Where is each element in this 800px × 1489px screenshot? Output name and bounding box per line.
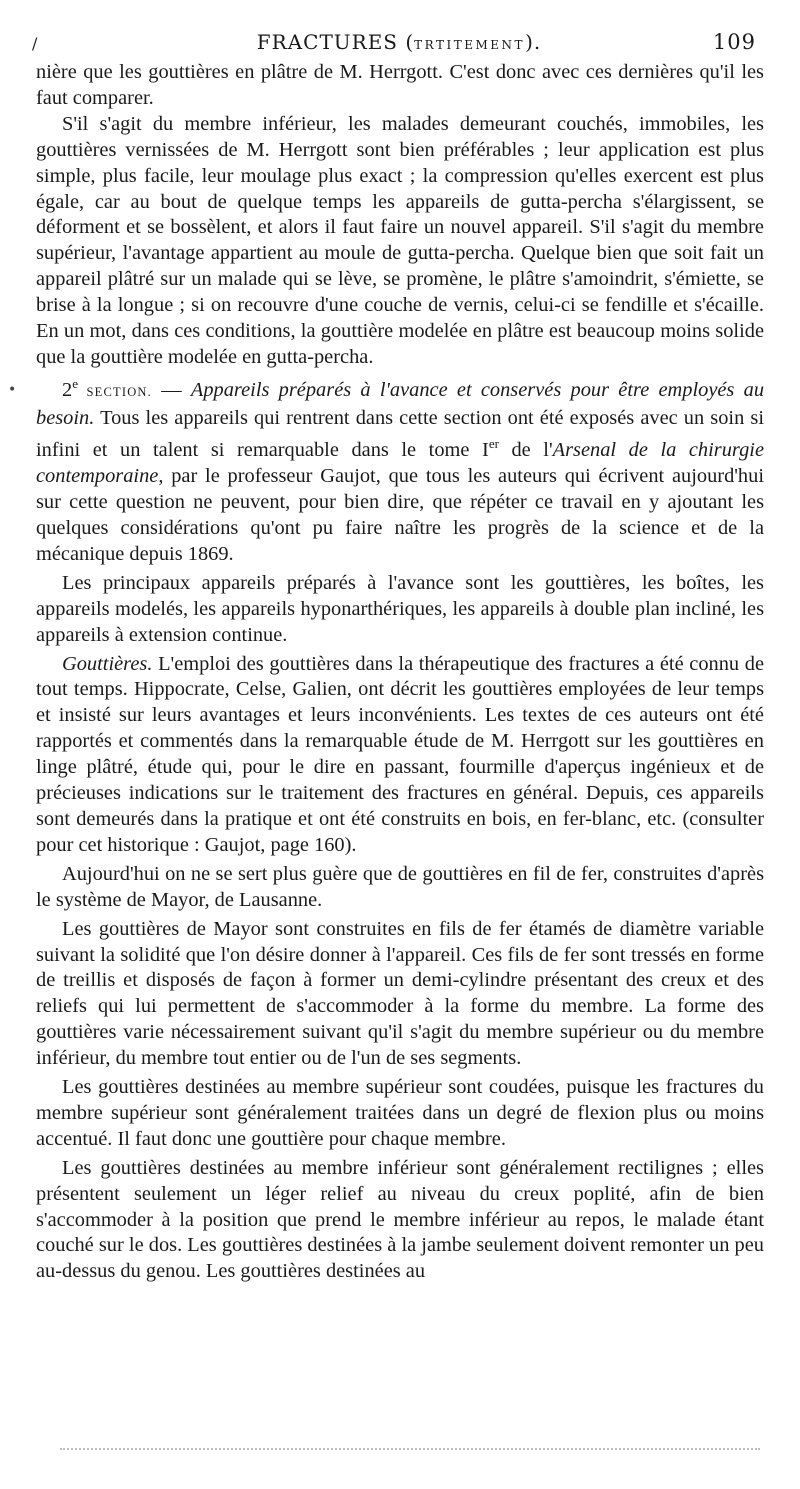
text-run: Les gouttières destinées au membre supérieur sont coudées, puisque les fractures du membre supérieur sont généralement traitées dans un degré de flexion plus ou moins accentué. Il faut donc une gouttière pour chaque membre.: [36, 1076, 764, 1150]
superscript: e: [72, 375, 78, 391]
body-text: [36, 60, 764, 1285]
footer-rule: [60, 1448, 760, 1450]
paragraph: [36, 371, 764, 568]
running-title-main: FRACTURES (: [256, 30, 415, 54]
running-title-end: ).: [525, 30, 542, 54]
text-run: de l': [498, 439, 553, 462]
text-run: S'il s'agit du membre inférieur, les malades demeurant couchés, immobiles, les gouttières vernissées de M. Herrgott sont bien préférables ; leur application est plus simple, plus facile, leur moulage plus exact ; la compression qu'elles exercent est plus égale, car au bout de quelque temps les appareils de gutta-percha s'élargissent, se déforment et se bossèlent, et alors il faut faire un nouvel appareil. S'il s'agit du membre supérieur, l'avantage appartient au moule de gutta-percha. Quelque bien que soit fait un appareil plâtré sur un malade qui se lève, se promène, le plâtre s'amoindrit, s'émiette, se brise à la longue ; si on recouvre d'une couche de vernis, celui-ci se fendille et s'écaille. En un mot, dans ces conditions, la gouttière modelée en plâtre est beaucoup moins solide que la gouttière modelée en gutta-percha.: [36, 112, 764, 368]
paragraph: [36, 1156, 764, 1286]
running-header: [28, 30, 770, 60]
margin-mark: /: [32, 34, 39, 53]
page-number: 109: [712, 30, 756, 54]
italic-text: Gouttières.: [62, 652, 153, 675]
paragraph: [36, 1075, 764, 1153]
text-run: Les principaux appareils préparés à l'avance sont les gouttières, les boîtes, les appareils modelés, les appareils hyponarthériques, les appareils à double plan incliné, les appareils à extension continue.: [36, 571, 764, 646]
paragraph: [36, 112, 764, 371]
text-run: Les gouttières de Mayor sont construites en fils de fer étamés de diamètre variable suivant la solidité que l'on désire donner à l'appareil. Ces fils de fer sont tressés en forme de treillis et disposés de façon à former un demi-cylindre présentant des creux et des reliefs qui lui permettent de s'accommoder à la forme du membre. La forme des gouttières varie nécessairement suivant qu'il s'agit du membre supérieur ou du membre inférieur, du membre tout entier ou de l'un de ses segments.: [36, 917, 764, 1070]
text-run: Les gouttières destinées au membre inférieur sont généralement rectilignes ; elles présentent seulement un léger relief au niveau du creux poplité, afin de bien s'accommoder à la position que prend le membre inférieur au repos, le malade étant couché sur le dos. Les gouttières destinées à la jambe seulement doivent remonter un peu au-dessus du genou. Les gouttières destinées au: [36, 1156, 764, 1283]
text-run: 2: [62, 378, 73, 401]
text-run: , par le professeur Gaujot, que tous les auteurs qui écrivent aujourd'hui sur cette question ne peuvent, pour bien dire, que répéter ce travail en y ajoutant les quelques considérations qu'ont pu faire naître les progrès de la science et de la mécanique depuis 1869.: [36, 465, 764, 565]
superscript: er: [488, 436, 499, 452]
paragraph: [36, 652, 764, 859]
italic-text: Appareils préparés à l'avance et conservés pour être employés au besoin.: [36, 378, 765, 429]
running-title-smallcaps: TRTITEMENT: [414, 38, 526, 52]
running-title: [28, 30, 770, 54]
paragraph: [36, 862, 764, 914]
text-run: —: [151, 378, 191, 401]
section-label: SECTION.: [77, 384, 152, 399]
paragraph: [36, 917, 764, 1072]
text-run: L'emploi des gouttières dans la thérapeutique des fractures a été connu de tout temps. Hippocrate, Celse, Galien, ont décrit les gouttières employées de leur temps et insisté sur leurs avantages et leurs inconvénients. Les textes de ces auteurs ont été rapportés et commentés dans la remarquable étude de M. Herrgott sur les gouttières en linge plâtré, étude qui, pour le dire en passant, fourmille d'aperçus ingénieux et de précieuses indications sur le traitement des fractures en général. Depuis, ces appareils sont demeurés dans la pratique et ont été construits en bois, en fer-blanc, etc. (consulter pour cet historique : Gaujot, page 160).: [36, 652, 764, 856]
paragraph: [36, 60, 764, 112]
paragraph: [36, 571, 764, 649]
margin-dot: •: [8, 382, 17, 398]
text-run: Tous les appareils qui rentrent dans cette section ont été exposés avec un soin si infini et un talent si remarquable dans le tome I: [36, 406, 764, 462]
italic-text: Arsenal de la chirurgie contemporaine: [36, 439, 765, 488]
text-run: Aujourd'hui on ne se sert plus guère que de gouttières en fil de fer, construites d'après le système de Mayor, de Lausanne.: [36, 862, 764, 911]
text-run: nière que les gouttières en plâtre de M. Herrgott. C'est donc avec ces dernières qu'il les faut comparer.: [36, 61, 764, 109]
